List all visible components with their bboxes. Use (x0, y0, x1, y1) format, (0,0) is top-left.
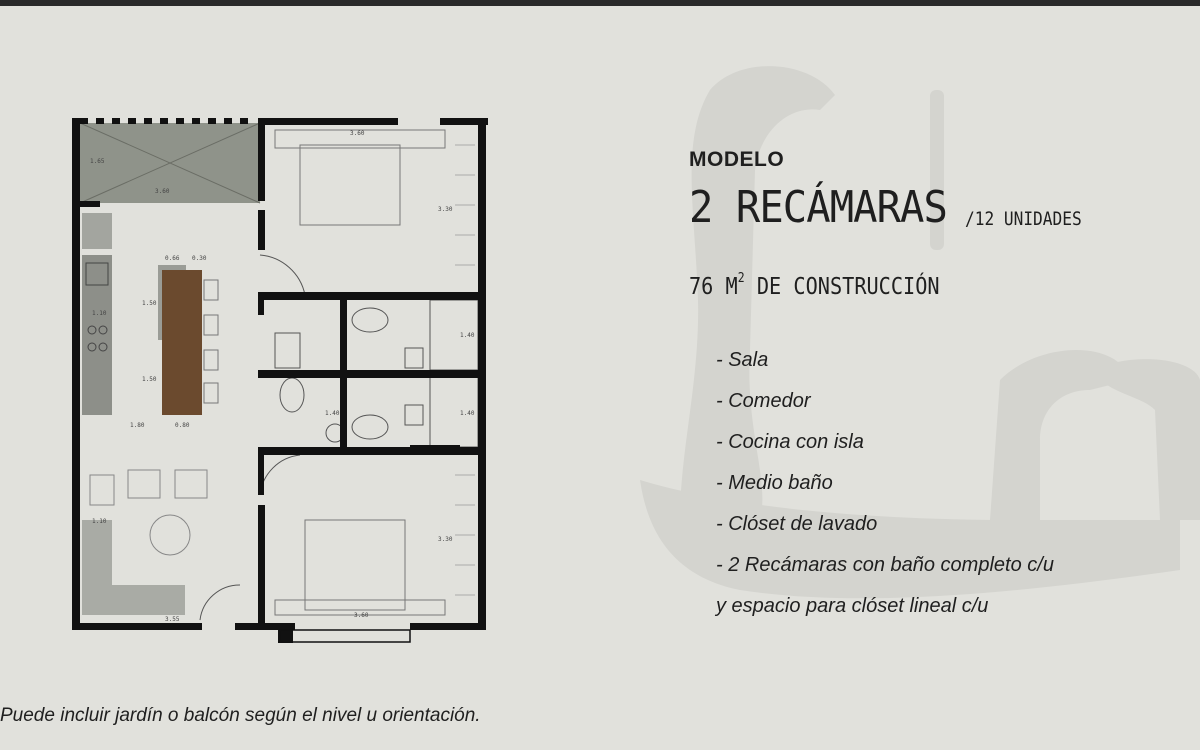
units-count: /12 UNIDADES (965, 208, 1082, 230)
dimension-label: 1.40 (460, 332, 475, 339)
dimension-label: 1.65 (90, 158, 105, 165)
construction-area (689, 271, 940, 300)
feature-item: - Medio baño (716, 472, 833, 494)
model-name: 2 RECÁMARAS (689, 182, 947, 233)
dimension-label: 1.10 (92, 518, 107, 525)
dimension-label: 3.55 (165, 616, 180, 623)
floor-plan (70, 115, 490, 650)
dimension-label: 1.40 (460, 410, 475, 417)
dimension-label: 1.40 (325, 410, 340, 417)
dimension-label: 3.60 (354, 612, 369, 619)
dimension-label: 1.50 (142, 376, 157, 383)
dimension-label: 1.50 (142, 300, 157, 307)
feature-item: - Cocina con isla (716, 431, 864, 453)
feature-item: - Comedor (716, 390, 811, 412)
dimension-label: 0.30 (192, 255, 207, 262)
dimension-label: 0.66 (165, 255, 180, 262)
top-bar (0, 0, 1200, 6)
area-suffix: DE CONSTRUCCIÓN (756, 274, 940, 300)
area-superscript: 2 (737, 271, 745, 287)
dimension-label: 3.30 (438, 206, 453, 213)
dimension-label: 3.60 (350, 130, 365, 137)
features-list (716, 346, 1054, 633)
dimension-label: 3.60 (155, 188, 170, 195)
feature-item: - 2 Recámaras con baño completo c/u (716, 554, 1054, 576)
area-value: 76 M (689, 274, 738, 300)
dimension-label: 1.10 (92, 310, 107, 317)
dimension-label: 3.30 (438, 536, 453, 543)
feature-item: y espacio para clóset lineal c/u (716, 595, 989, 617)
dimension-label: 0.80 (175, 422, 190, 429)
footnote: Puede incluir jardín o balcón según el nivel u orientación. (0, 705, 481, 726)
model-label: MODELO (689, 148, 785, 171)
dimension-label: 1.80 (130, 422, 145, 429)
feature-item: - Sala (716, 349, 769, 371)
model-title (689, 182, 969, 233)
feature-item: - Clóset de lavado (716, 513, 878, 535)
kitchen-island (162, 270, 202, 415)
